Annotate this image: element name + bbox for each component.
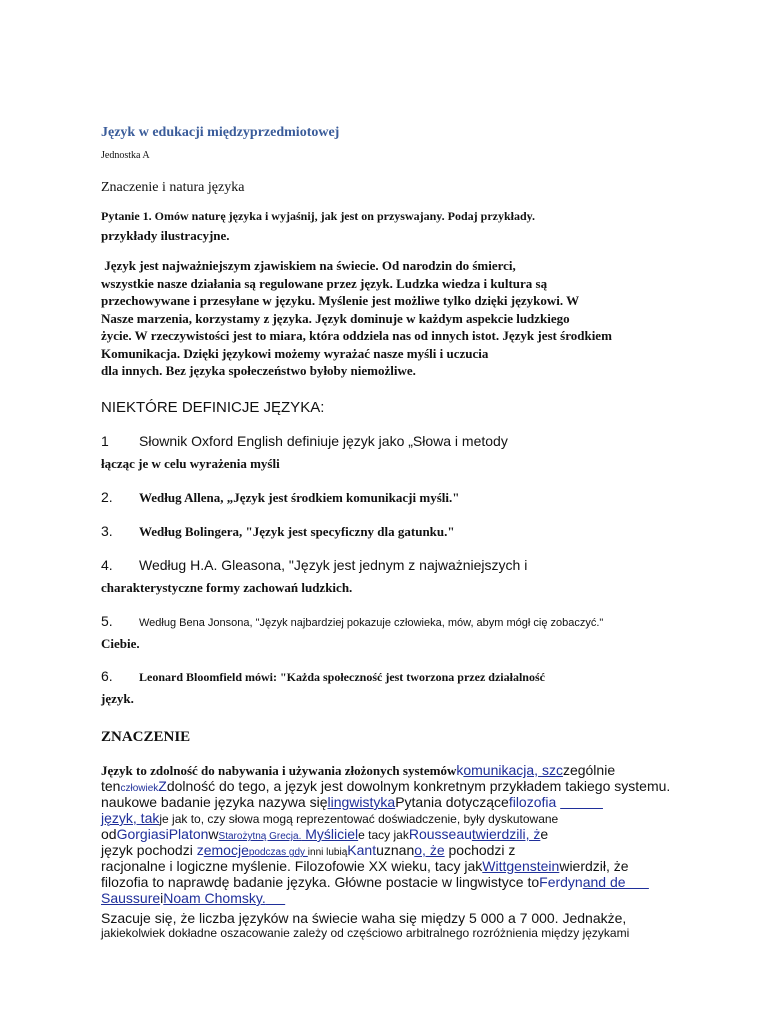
definition-6-continuation: język. [101, 691, 134, 706]
definition-number: 6. [101, 668, 113, 684]
definition-text: Według Allena, „Język jest środkiem komunikacji myśli." [139, 490, 460, 505]
definitions-heading: NIEKTÓRE DEFINICJE JĘZYKA: [101, 399, 325, 416]
definition-1-continuation: łącząc je w celu wyrażenia myśli [101, 456, 280, 471]
link-ferdynand[interactable]: Ferdyn [539, 874, 583, 890]
meaning-text: filozofia to naprawdę badanie języka. Główne postacie w lingwistyce to [101, 874, 540, 890]
question-line-2: przykłady ilustracyjne. [101, 228, 230, 243]
meaning-text: Pytania dotyczące [395, 794, 509, 810]
paragraph-line: Język jest najważniejszym zjawiskiem na świecie. Od narodzin do śmierci, [101, 258, 516, 273]
paragraph-line: dla innych. Bez języka społeczeństwo byłoby niemożliwe. [101, 363, 416, 378]
document-title: Język w edukacji międzyprzedmiotowej [101, 125, 340, 140]
meaning-line-4 [101, 810, 558, 826]
paragraph-line: Komunikacja. Dzięki językowi możemy wyrażać nasze myśli i uczucia [101, 345, 489, 361]
definition-text: Leonard Bloomfield mówi: "Każda społeczność jest tworzona przez działalność [139, 670, 545, 684]
meaning-line-8 [101, 874, 649, 890]
meaning-text: wierdził, że [559, 858, 629, 874]
definition-text: Według Bolingera, "Język jest specyficzny dla gatunku." [139, 524, 455, 539]
definition-5-continuation: Ciebie. [101, 636, 140, 651]
meaning-text: ten [101, 778, 121, 794]
meaning-text: pochodzi z [444, 842, 516, 858]
link-ze[interactable]: o, że [414, 842, 445, 858]
paragraph-line: Nasze marzenia, korzystamy z języka. Język dominuje w każdym aspekcie ludzkiego [101, 310, 570, 326]
meaning-line-6 [101, 842, 515, 858]
link-czlowiek[interactable]: człowiek [120, 783, 159, 794]
meaning-text: w [208, 826, 219, 842]
znaczenie-heading: ZNACZENIE [101, 729, 191, 745]
paragraph-line: przechowywane i przesyłane w języku. Myślenie jest możliwe tylko dzięki językowi. W [101, 293, 580, 308]
link-starozytna-grecja[interactable]: Starożytną Grecja. [218, 831, 302, 842]
link-podczas-gdy[interactable]: podczas gdy [248, 847, 308, 858]
section-subtitle: Znaczenie i natura języka [101, 180, 245, 195]
definition-number: 4. [101, 557, 113, 573]
link-lingwistyka[interactable]: lingwistyka [327, 794, 396, 810]
meaning-text: z [196, 842, 204, 858]
meaning-text: e tacy jak [358, 828, 409, 842]
link-gorgias[interactable]: Gorgiasi [116, 826, 169, 842]
link-jezyk[interactable]: język, tak [101, 810, 160, 826]
meaning-text: od [101, 826, 117, 842]
definition-text: Według Bena Jonsona, "Język najbardziej pokazuje człowieka, mów, abym mógł cię zobaczyć." [139, 617, 604, 629]
definition-number: 5. [101, 613, 113, 629]
link-underline-space [560, 794, 603, 810]
meaning-line-7 [101, 858, 629, 874]
definition-text: Według H.A. Gleasona, "Język jest jednym z najważniejszych i [139, 557, 528, 573]
definition-2 [101, 489, 459, 507]
link-filozofia[interactable]: filozofia [508, 794, 561, 810]
meaning-text: dolność do tego, a język jest dowolnym konkretnym przykładem takiego systemu. [166, 778, 671, 794]
link-de-saussure[interactable]: and de [582, 874, 649, 890]
definition-1 [101, 433, 508, 449]
closing-line-2: jakiekolwiek dokładne oszacowanie zależy od częściowo arbitralnego rozróżnienia między językami [101, 926, 630, 940]
meaning-text: język pochodzi [101, 842, 197, 858]
meaning-text: i [160, 890, 164, 906]
link-rousseau[interactable]: Rousseau [408, 826, 472, 842]
meaning-text: je jak to, czy słowa mogą reprezentować doświadczenie, były dyskutowane [159, 812, 559, 826]
meaning-text: e [540, 826, 549, 842]
paragraph-line: życie. W rzeczywistości jest to miara, która oddziela nas od innych istot. Język jest środkiem [101, 328, 612, 343]
definition-6 [101, 668, 545, 686]
definition-4 [101, 557, 527, 573]
link-twierdzili[interactable]: twierdzili, ż [471, 826, 541, 842]
link-wittgenstein[interactable]: Wittgenstein [482, 858, 560, 874]
meaning-text: racjonalne i logiczne myślenie. Filozofowie XX wieku, tacy jak [101, 858, 483, 874]
meaning-line-5 [101, 826, 548, 842]
link-underline-space [266, 890, 285, 906]
definition-number: 2. [101, 489, 113, 505]
definition-5 [101, 613, 603, 629]
meaning-text: Język to zdolność do nabywania i używania złożonych systemów [101, 763, 457, 778]
definition-number: 1 [101, 433, 109, 449]
meaning-text: uznan [376, 842, 415, 858]
definition-3 [101, 523, 455, 541]
link-komunikacja[interactable]: omunikacja, szc [463, 762, 563, 778]
link-platon[interactable]: Platon [168, 826, 209, 842]
link-noam-chomsky[interactable]: Noam Chomsky. [163, 890, 266, 906]
meaning-line-3 [101, 794, 603, 810]
closing-line-1: Szacuje się, że liczba języków na świecie waha się między 5 000 a 7 000. Jednakże, [101, 910, 627, 926]
meaning-text: k [456, 762, 464, 778]
meaning-text: zególnie [562, 762, 616, 778]
paragraph-line: wszystkie nasze działania są regulowane przez język. Ludzka wiedza i kultura są [101, 275, 548, 291]
unit-label: Jednostka A [101, 150, 150, 161]
meaning-text: Z [158, 778, 167, 794]
link-saussure[interactable]: Saussure [101, 890, 161, 906]
question-line-1: Pytanie 1. Omów naturę języka i wyjaśnij, jak jest on przyswajany. Podaj przykłady. [101, 209, 535, 223]
definition-4-continuation: charakterystyczne formy zachowań ludzkich. [101, 580, 353, 595]
meaning-text: naukowe badanie języka nazywa się [101, 794, 328, 810]
meaning-line-2 [101, 778, 670, 794]
definition-number: 3. [101, 523, 113, 539]
intro-paragraph [101, 257, 612, 380]
definition-text: Słownik Oxford English definiuje język jako „Słowa i metody [139, 433, 508, 449]
link-kant[interactable]: Kant [347, 842, 377, 858]
meaning-line-9 [101, 890, 285, 906]
link-mysliciel[interactable]: Myśliciel [301, 826, 359, 842]
meaning-text: inni lubią [307, 847, 348, 858]
link-emocje[interactable]: emocje [203, 842, 249, 858]
